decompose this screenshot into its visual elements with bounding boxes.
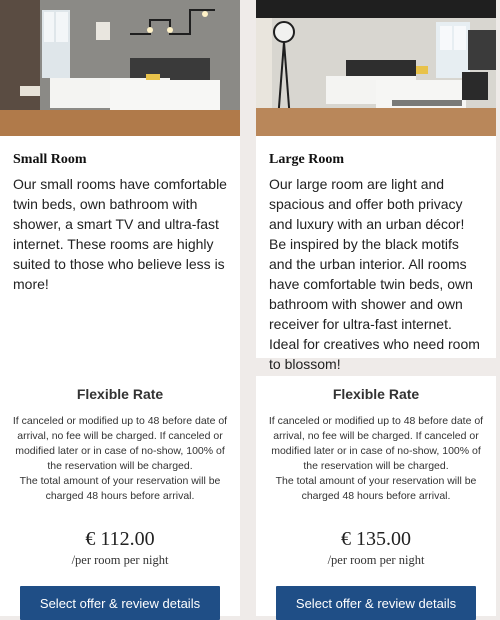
rate-description: If canceled or modified up to 48 before date of arrival, no fee will be charged. If canceled or modified later or in case of no-show, 100% of the reservation will be charged. The total amount of your reservation will be charged 48 hours before arrival.	[12, 415, 228, 502]
room-price: € 112.00	[85, 528, 155, 550]
room-title: Small Room	[13, 152, 87, 167]
rate-title: Flexible Rate	[332, 386, 420, 402]
room-card-small	[0, 0, 240, 376]
rate-card-small	[0, 376, 240, 616]
rate-title: Flexible Rate	[76, 386, 164, 402]
room-description: Our small rooms have comfortable twin beds, own bathroom with shower, a smart TV and ultra-fast internet. These rooms are highly suited to those who believe less is more!	[13, 176, 227, 292]
select-offer-button[interactable]: Select offer & review details	[276, 586, 476, 620]
select-offer-button[interactable]: Select offer & review details	[20, 586, 220, 620]
room-description: Our large room are light and spacious and offer both privacy and luxury with an urban décor! Be inspired by the black motifs and the urban interior. All rooms have comfortable twin beds, own bathroom with shower and own receiver for ultra-fast internet. Ideal for creatives who need room to blossom!	[269, 176, 480, 372]
room-price: € 135.00	[341, 528, 411, 550]
room-column-small	[0, 0, 240, 376]
rate-description: If canceled or modified up to 48 before date of arrival, no fee will be charged. If canceled or modified later or in case of no-show, 100% of the reservation will be charged. The total amount of your reservation will be charged 48 hours before arrival.	[268, 415, 484, 502]
price-unit: /per room per night	[71, 553, 169, 567]
room-title: Large Room	[269, 152, 345, 167]
rate-card-large	[256, 376, 496, 616]
room-card-large	[256, 0, 496, 372]
room-column-large	[256, 0, 496, 372]
room-photo	[0, 0, 240, 136]
room-photo	[256, 0, 496, 136]
price-unit: /per room per night	[327, 553, 425, 567]
